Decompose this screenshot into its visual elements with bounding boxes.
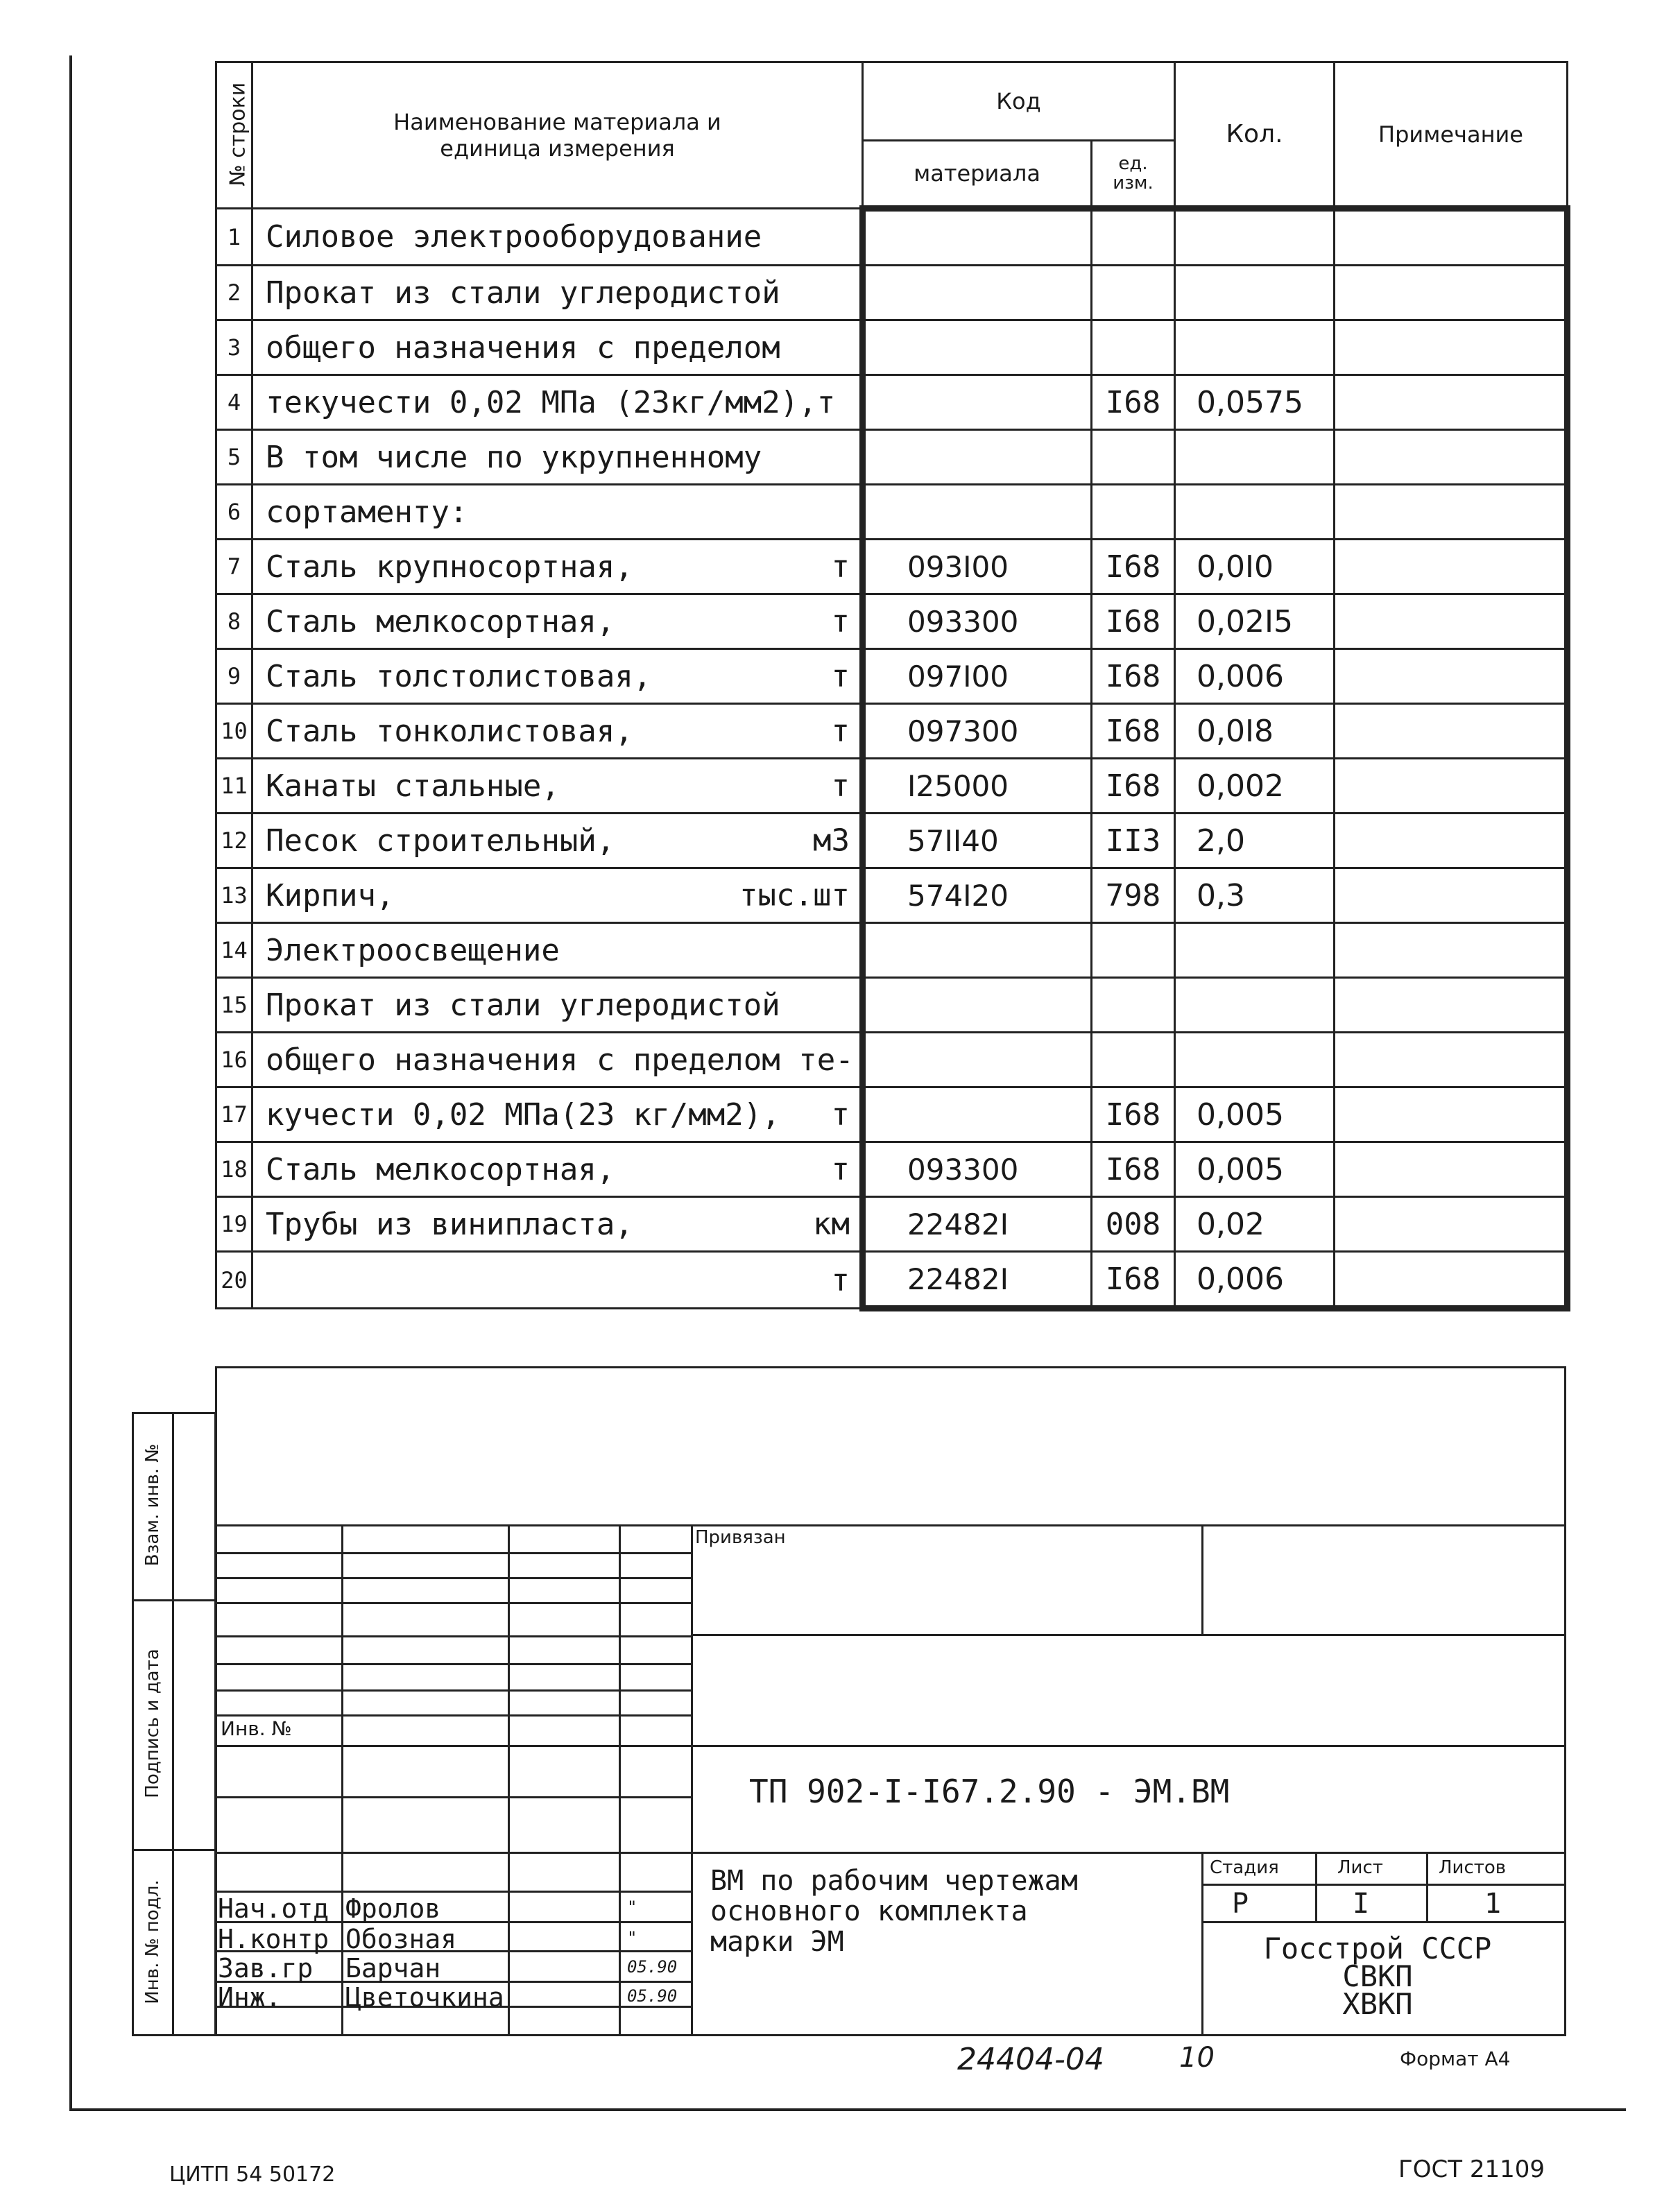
material-name-text: Сталь толстолистовая, — [266, 658, 652, 694]
table-row — [216, 1142, 1568, 1197]
quantity: 0,006 — [1175, 649, 1335, 704]
table-row — [216, 649, 1568, 704]
material-unit: т — [831, 1262, 850, 1298]
unit-code — [1092, 923, 1175, 978]
vzam-inv-label: Взам. инв. № — [142, 1443, 163, 1567]
material-unit: м3 — [813, 823, 850, 859]
signature-name: Обозная — [345, 1924, 457, 1954]
material-name-text: Электроосвещение — [266, 932, 560, 968]
unit-code — [1092, 209, 1175, 266]
table-row — [216, 485, 1568, 540]
unit-code: 798 — [1092, 868, 1175, 923]
stage-label: Стадия — [1210, 1857, 1279, 1878]
unit-code — [1092, 266, 1175, 320]
quantity: 0,0I0 — [1175, 540, 1335, 594]
material-name — [252, 1197, 863, 1252]
archive-number: 24404-04 — [957, 2042, 1104, 2077]
note — [1335, 649, 1568, 704]
row-number: 19 — [216, 1197, 252, 1252]
signature-date: 05.90 — [627, 1957, 678, 1977]
material-name — [252, 540, 863, 594]
note — [1335, 704, 1568, 759]
material-name — [252, 320, 863, 375]
signature-date: 05.90 — [627, 1986, 678, 2006]
format-label: Формат А4 — [1400, 2047, 1511, 2070]
stage-value: Р — [1232, 1888, 1249, 1920]
material-code — [863, 1033, 1092, 1087]
quantity: 0,0I8 — [1175, 704, 1335, 759]
material-code — [863, 375, 1092, 430]
inv-podl-label: Инв. № подл. — [142, 1879, 163, 2004]
material-name-text: Сталь тонколистовая, — [266, 713, 633, 749]
org-line1: Госстрой СССР — [1263, 1932, 1492, 1965]
material-name-text: Сталь крупносортная, — [266, 549, 633, 585]
material-unit: т — [831, 549, 850, 585]
unit-code: I68 — [1092, 594, 1175, 649]
podpis-data-label: Подпись и дата — [142, 1649, 163, 1798]
material-code: 093300 — [863, 594, 1092, 649]
quantity: 0,002 — [1175, 759, 1335, 814]
material-name — [252, 923, 863, 978]
material-name-text: кучести 0,02 МПа(23 кг/мм2), — [266, 1096, 780, 1133]
material-name-text: Песок строительный, — [266, 823, 615, 859]
row-number: 4 — [216, 375, 252, 430]
table-row — [216, 266, 1568, 320]
unit-code — [1092, 320, 1175, 375]
note — [1335, 1087, 1568, 1142]
material-code — [863, 266, 1092, 320]
material-name-text: Трубы из винипласта, — [266, 1206, 633, 1242]
material-name-text: Кирпич, — [266, 877, 395, 913]
material-name-text: Прокат из стали углеродистой — [266, 275, 780, 311]
row-number: 2 — [216, 266, 252, 320]
note — [1335, 1033, 1568, 1087]
materials-table — [215, 61, 1570, 1311]
material-code-header: материала — [863, 141, 1092, 209]
material-name — [252, 1252, 863, 1309]
material-name — [252, 485, 863, 540]
material-name-text: общего назначения с пределом — [266, 329, 780, 365]
row-number: 1 — [216, 209, 252, 266]
unit-code-header — [1092, 141, 1175, 209]
note — [1335, 594, 1568, 649]
material-code — [863, 923, 1092, 978]
signature-role: Нач.отд — [218, 1893, 329, 1924]
signature-date: " — [627, 1928, 637, 1947]
material-unit: тыс.шт — [739, 877, 850, 913]
table-row — [216, 868, 1568, 923]
note — [1335, 978, 1568, 1033]
material-unit: т — [831, 768, 850, 804]
material-name-text: общего назначения с пределом те- — [266, 1042, 854, 1078]
material-name — [252, 1087, 863, 1142]
signature-name: Барчан — [345, 1953, 441, 1984]
row-number: 7 — [216, 540, 252, 594]
material-name — [252, 266, 863, 320]
material-name — [252, 868, 863, 923]
unit-code: I68 — [1092, 375, 1175, 430]
material-name — [252, 1142, 863, 1197]
material-name — [252, 704, 863, 759]
right-code: ГОСТ 21109 — [1398, 2156, 1545, 2183]
row-number: 13 — [216, 868, 252, 923]
row-number: 16 — [216, 1033, 252, 1087]
quantity: 2,0 — [1175, 814, 1335, 868]
row-number: 6 — [216, 485, 252, 540]
doc-title-line2: основного комплекта — [710, 1895, 1028, 1927]
unit-code: I68 — [1092, 1142, 1175, 1197]
name-header-line1: Наименование материала и — [393, 109, 721, 135]
note — [1335, 375, 1568, 430]
note — [1335, 868, 1568, 923]
material-code — [863, 485, 1092, 540]
material-name — [252, 1033, 863, 1087]
table-row — [216, 1252, 1568, 1309]
material-name — [252, 209, 863, 266]
table-row — [216, 594, 1568, 649]
note — [1335, 485, 1568, 540]
signature-name: Цветочкина — [345, 1982, 504, 2013]
note — [1335, 1252, 1568, 1309]
row-number: 14 — [216, 923, 252, 978]
table-row — [216, 1033, 1568, 1087]
inv-no-label: Инв. № — [221, 1717, 292, 1740]
table-row — [216, 1197, 1568, 1252]
row-number-header — [216, 62, 252, 209]
privyazan-label: Привязан — [695, 1527, 786, 1548]
signature-name: Фролов — [345, 1893, 441, 1924]
table-row — [216, 320, 1568, 375]
material-unit: т — [831, 1096, 850, 1133]
note — [1335, 266, 1568, 320]
material-name — [252, 594, 863, 649]
unit-code: II3 — [1092, 814, 1175, 868]
material-name-text: Канаты стальные, — [266, 768, 560, 804]
unit-code: I68 — [1092, 759, 1175, 814]
quantity — [1175, 320, 1335, 375]
unit-code: I68 — [1092, 540, 1175, 594]
unit-code: I68 — [1092, 649, 1175, 704]
signature-date: " — [627, 1898, 637, 1917]
quantity — [1175, 266, 1335, 320]
left-code: ЦИТП 54 50172 — [169, 2162, 336, 2187]
name-header — [252, 62, 863, 209]
note-header: Примечание — [1335, 62, 1568, 209]
unit-code — [1092, 978, 1175, 1033]
unit-code-header-line1: ед. — [1118, 153, 1148, 174]
signature-role: Н.контр — [218, 1924, 329, 1954]
quantity — [1175, 978, 1335, 1033]
material-unit: т — [831, 713, 850, 749]
table-row — [216, 923, 1568, 978]
row-number: 8 — [216, 594, 252, 649]
row-number: 9 — [216, 649, 252, 704]
material-name-text: Сталь мелкосортная, — [266, 603, 615, 639]
table-row — [216, 1087, 1568, 1142]
materials-table-body — [216, 209, 1568, 1309]
unit-code: I68 — [1092, 704, 1175, 759]
material-code — [863, 430, 1092, 485]
note — [1335, 1197, 1568, 1252]
material-name-text: В том числе по укрупненному — [266, 439, 762, 475]
name-header-line2: единица измерения — [440, 135, 675, 162]
org-line2: СВКП — [1342, 1959, 1413, 1993]
document-title — [710, 1866, 1078, 1957]
material-code: 097I00 — [863, 649, 1092, 704]
quantity: 0,006 — [1175, 1252, 1335, 1309]
note — [1335, 320, 1568, 375]
note — [1335, 814, 1568, 868]
material-code — [863, 320, 1092, 375]
qty-header: Кол. — [1175, 62, 1335, 209]
quantity — [1175, 1033, 1335, 1087]
material-name — [252, 759, 863, 814]
sheet-value: I — [1353, 1888, 1370, 1920]
row-number: 17 — [216, 1087, 252, 1142]
material-unit: т — [831, 1151, 850, 1187]
quantity: 0,0575 — [1175, 375, 1335, 430]
material-code: 57II40 — [863, 814, 1092, 868]
table-row — [216, 704, 1568, 759]
material-code: 093300 — [863, 1142, 1092, 1197]
material-code: 22482I — [863, 1197, 1092, 1252]
unit-code: 008 — [1092, 1197, 1175, 1252]
org-line3: ХВКП — [1342, 1987, 1413, 2021]
table-row — [216, 759, 1568, 814]
material-code: 097300 — [863, 704, 1092, 759]
quantity — [1175, 923, 1335, 978]
note — [1335, 759, 1568, 814]
material-name — [252, 430, 863, 485]
material-name-text: Силовое электрооборудование — [266, 219, 762, 255]
row-number: 18 — [216, 1142, 252, 1197]
material-code: 22482I — [863, 1252, 1092, 1309]
quantity — [1175, 209, 1335, 266]
material-code: I25000 — [863, 759, 1092, 814]
doc-title-line3: марки ЭМ — [710, 1926, 844, 1958]
row-number: 11 — [216, 759, 252, 814]
document-designation: ТП 902-I-I67.2.90 - ЭМ.ВМ — [749, 1773, 1230, 1810]
sheets-label: Листов — [1439, 1857, 1507, 1878]
row-number: 12 — [216, 814, 252, 868]
signature-role: Зав.гр — [218, 1953, 314, 1984]
quantity: 0,02I5 — [1175, 594, 1335, 649]
signature-role: Инж. — [218, 1982, 282, 2013]
material-name-text: Сталь мелкосортная, — [266, 1151, 615, 1187]
material-code — [863, 978, 1092, 1033]
material-name — [252, 375, 863, 430]
note — [1335, 209, 1568, 266]
sheet-label: Лист — [1337, 1857, 1383, 1878]
material-code — [863, 1087, 1092, 1142]
quantity: 0,3 — [1175, 868, 1335, 923]
material-name — [252, 649, 863, 704]
quantity: 0,005 — [1175, 1087, 1335, 1142]
material-code: 093I00 — [863, 540, 1092, 594]
material-name-text: текучести 0,02 МПа (23кг/мм2),т — [266, 384, 836, 420]
unit-code: I68 — [1092, 1252, 1175, 1309]
table-row — [216, 814, 1568, 868]
quantity — [1175, 485, 1335, 540]
material-unit: км — [813, 1206, 850, 1242]
material-name — [252, 814, 863, 868]
note — [1335, 1142, 1568, 1197]
row-number-header-label: № строки — [225, 82, 250, 187]
row-number: 10 — [216, 704, 252, 759]
unit-code — [1092, 430, 1175, 485]
material-name — [252, 978, 863, 1033]
table-row — [216, 540, 1568, 594]
table-row — [216, 430, 1568, 485]
unit-code — [1092, 1033, 1175, 1087]
unit-code-header-line2: изм. — [1113, 173, 1154, 193]
row-number: 20 — [216, 1252, 252, 1309]
sheets-value: 1 — [1484, 1888, 1502, 1920]
organization — [1232, 1932, 1523, 2021]
quantity: 0,005 — [1175, 1142, 1335, 1197]
material-unit: т — [831, 603, 850, 639]
row-number: 3 — [216, 320, 252, 375]
table-row — [216, 978, 1568, 1033]
quantity: 0,02 — [1175, 1197, 1335, 1252]
material-name-text: сортаменту: — [266, 494, 468, 530]
code-header: Код — [863, 62, 1175, 141]
page-number: 10 — [1179, 2042, 1215, 2074]
quantity — [1175, 430, 1335, 485]
row-number: 15 — [216, 978, 252, 1033]
material-name-text: Прокат из стали углеродистой — [266, 987, 780, 1023]
table-row — [216, 209, 1568, 266]
note — [1335, 430, 1568, 485]
material-code: 574I20 — [863, 868, 1092, 923]
row-number: 5 — [216, 430, 252, 485]
note — [1335, 923, 1568, 978]
doc-title-line1: ВМ по рабочим чертежам — [710, 1865, 1078, 1897]
unit-code — [1092, 485, 1175, 540]
table-row — [216, 375, 1568, 430]
material-unit: т — [831, 658, 850, 694]
unit-code: I68 — [1092, 1087, 1175, 1142]
material-code — [863, 209, 1092, 266]
note — [1335, 540, 1568, 594]
